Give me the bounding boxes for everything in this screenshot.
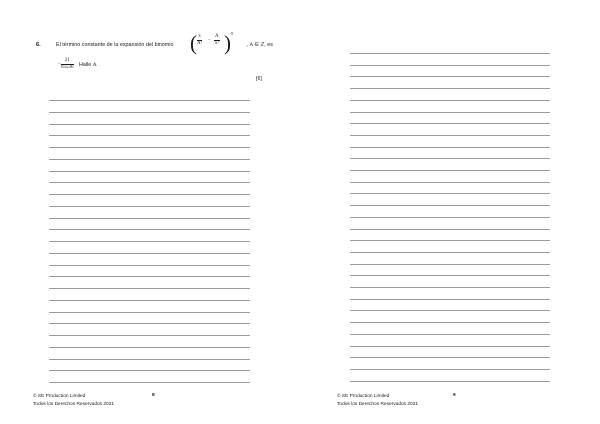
answer-line (350, 76, 550, 77)
answer-line (49, 100, 250, 101)
answer-line (350, 229, 550, 230)
answer-line (350, 264, 550, 265)
page-number: 9 (453, 393, 456, 398)
condition: , A ∈ ℤ, es (247, 42, 273, 48)
answer-line (350, 147, 550, 148)
answer-line (350, 123, 550, 124)
answer-line (49, 300, 250, 301)
answer-line (49, 241, 250, 242)
marks: [6] (256, 76, 262, 82)
answer-line (350, 100, 550, 101)
answer-line (350, 53, 550, 54)
instruction: Halle A. (79, 62, 98, 68)
right-parenthesis: ) (224, 31, 231, 55)
minus-operator: − (208, 38, 211, 43)
answer-line (49, 147, 250, 148)
answer-line (350, 170, 550, 171)
exponent: 9 (231, 31, 233, 36)
answer-line (49, 335, 250, 336)
answer-line (49, 265, 250, 266)
answer-line (350, 334, 550, 335)
right-page (300, 0, 600, 424)
answer-line (350, 217, 550, 218)
answer-line (350, 287, 550, 288)
answer-line (49, 182, 250, 183)
answer-line (49, 194, 250, 195)
answer-line (350, 322, 550, 323)
left-parenthesis: ( (190, 31, 197, 55)
left-page: 6. El término constante de la expansión del binomio ( $\frac{x}{\text{A²}}$ − $\frac{A}{\text{x²}}$ ) 9 , A ∈ ℤ, es − $\frac{21}{65536}$ Halle A. [6] © SE Production Limited Todos los Derechos Reservados 2021 8 (33, 31, 273, 407)
footer (337, 393, 418, 408)
answer-line (350, 369, 550, 370)
fraction-a-over-x-squared: $\frac{A}{\text{x²}}$ (214, 34, 219, 46)
answer-line (350, 158, 550, 159)
answer-line (350, 205, 550, 206)
question-number: 6. (36, 42, 41, 48)
answer-line (350, 193, 550, 194)
answer-line (350, 299, 550, 300)
answer-line (49, 370, 250, 371)
answer-line (49, 124, 250, 125)
answer-line (49, 359, 250, 360)
fraction-x-over-a-squared: $\frac{x}{\text{A²}}$ (197, 34, 203, 46)
answer-line (49, 253, 250, 254)
answer-line (49, 229, 250, 230)
answer-line (49, 218, 250, 219)
answer-line (350, 357, 550, 358)
page-number: 8 (152, 393, 155, 398)
answer-line (350, 112, 550, 113)
answer-line (49, 347, 250, 348)
answer-line (49, 288, 250, 289)
footer-copyright: © SE Production Limited (337, 394, 390, 399)
footer-copyright: © SE Production Limited (33, 394, 86, 399)
answer-line (350, 88, 550, 89)
answer-line (49, 171, 250, 172)
footer (33, 393, 114, 408)
answer-line (350, 310, 550, 311)
answer-line (49, 135, 250, 136)
answer-line (49, 312, 250, 313)
answer-line (350, 346, 550, 347)
footer-rights: Todos los Derechos Reservados 2021 (337, 401, 419, 407)
question-text: El término constante de la expansión del binomio (56, 42, 174, 48)
answer-line (49, 276, 250, 277)
answer-line (350, 135, 550, 136)
answer-line (350, 65, 550, 66)
answer-line (49, 382, 250, 383)
value-fraction: $\frac{21}{65536}$ (61, 58, 74, 70)
answer-line (350, 381, 550, 382)
answer-line (350, 240, 550, 241)
answer-line (49, 159, 250, 160)
answer-line (350, 182, 550, 183)
answer-line (350, 275, 550, 276)
answer-line (49, 206, 250, 207)
answer-line (49, 112, 250, 113)
answer-line (350, 252, 550, 253)
footer-rights: Todos los Derechos Reservados 2021 (33, 401, 115, 407)
answer-line (49, 323, 250, 324)
